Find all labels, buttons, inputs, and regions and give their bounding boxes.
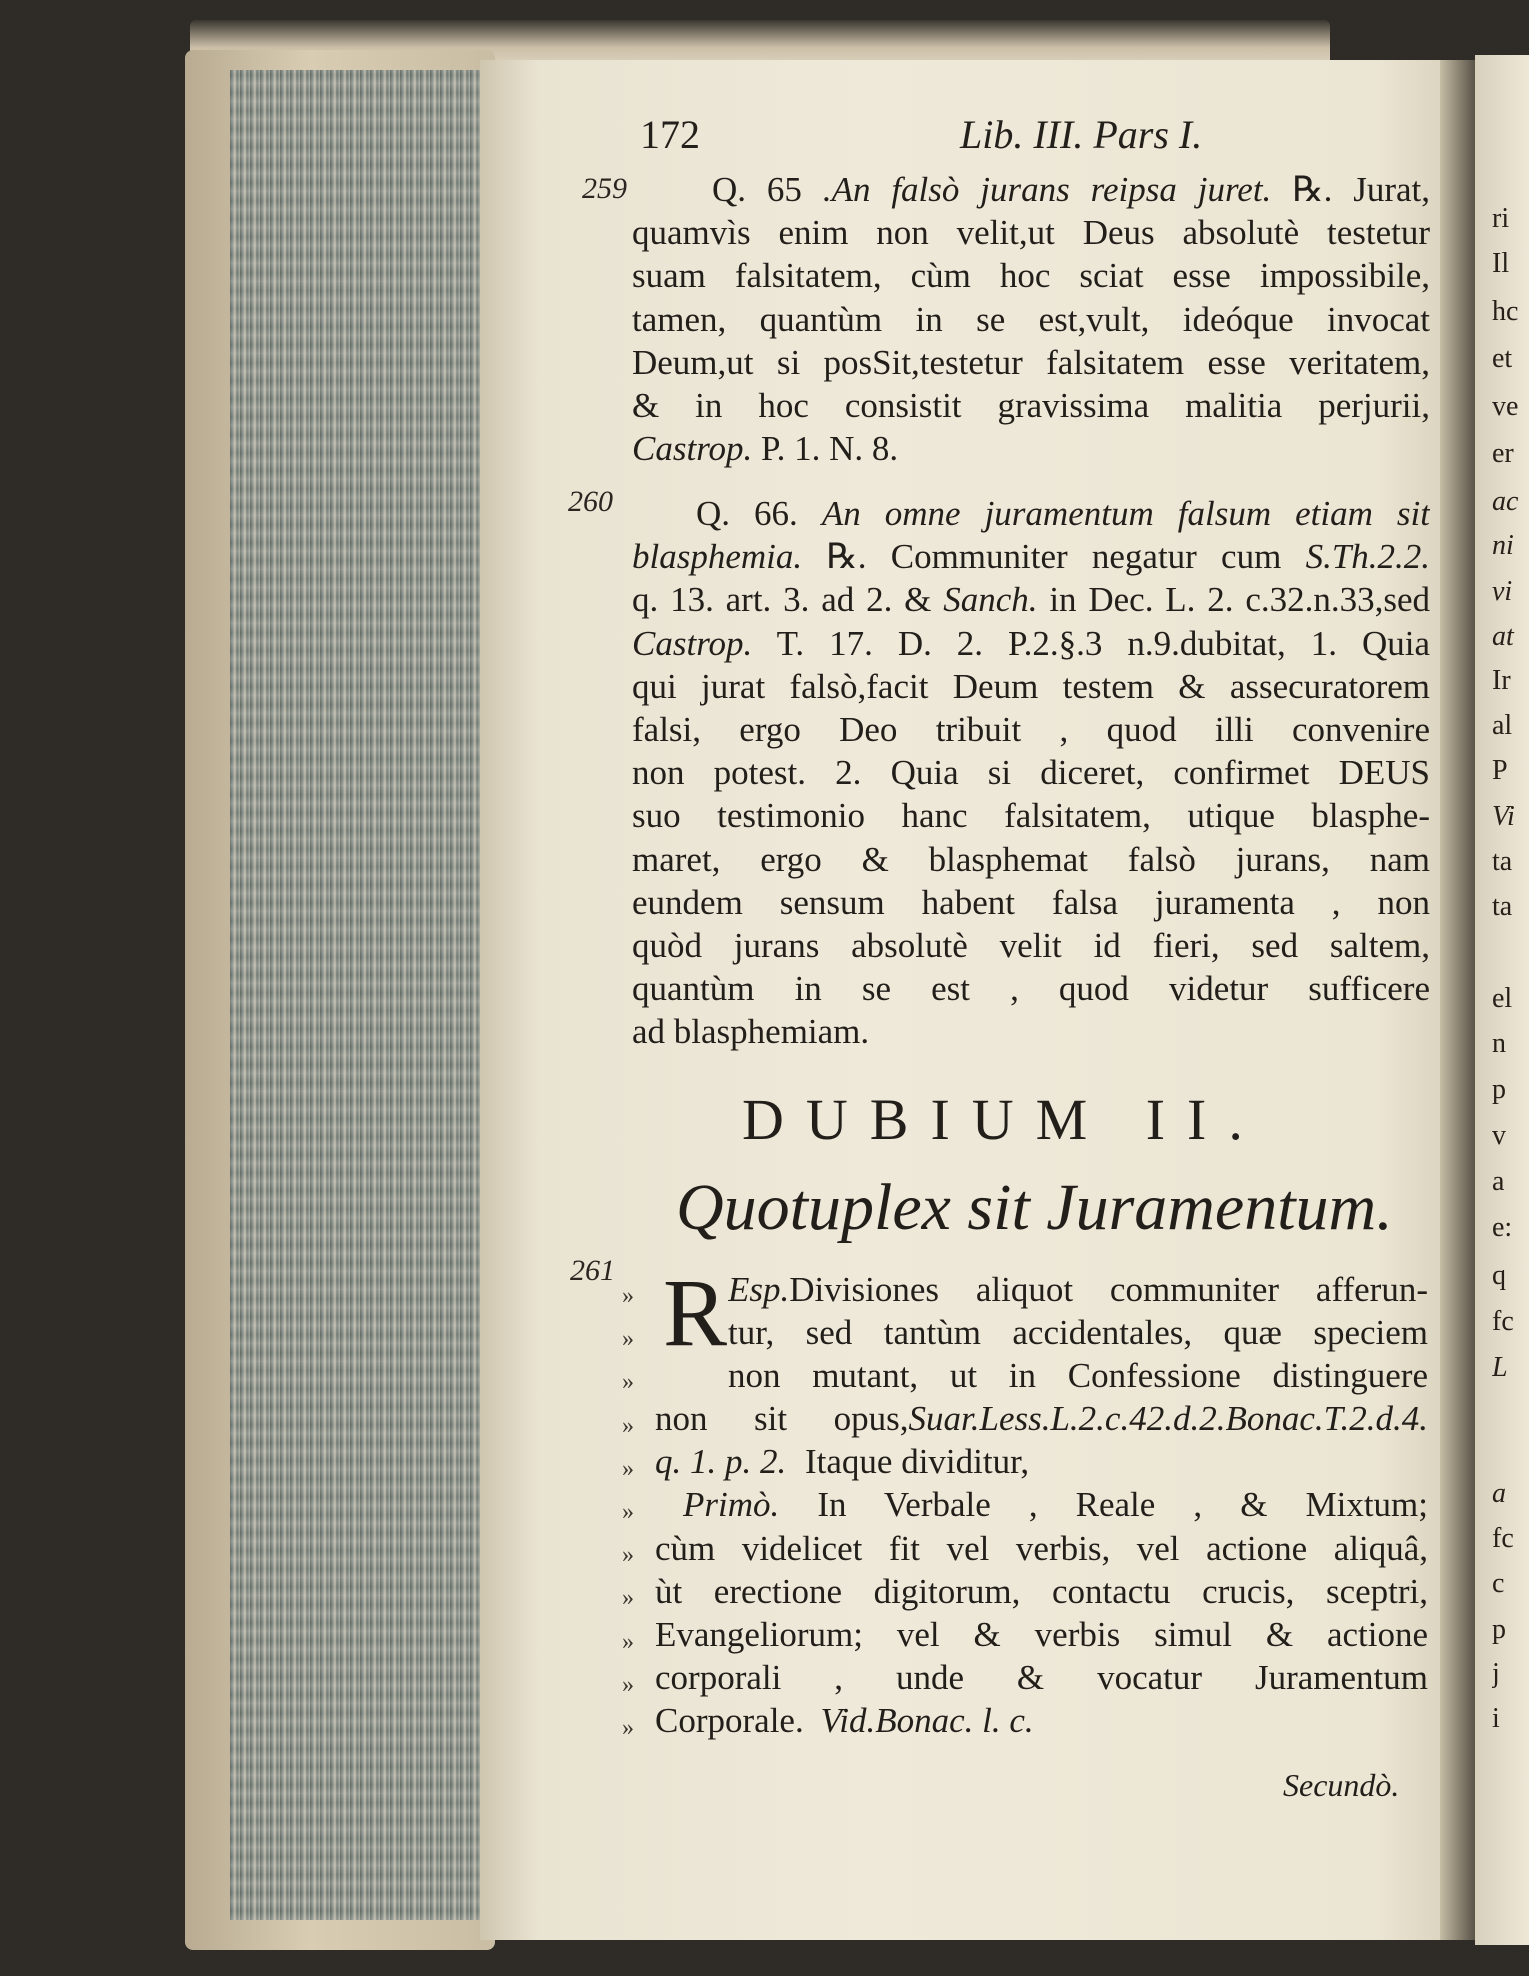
quote-marks-column xyxy=(622,1275,652,1750)
section-heading: DUBIUM II. xyxy=(742,1087,1265,1152)
section-subtitle: Quotuplex sit Juramentum. xyxy=(676,1171,1393,1244)
facing-fragment: c xyxy=(1492,1570,1505,1598)
quote-mark: » xyxy=(622,1585,634,1612)
facing-fragment: ta xyxy=(1492,893,1513,921)
quote-mark: » xyxy=(622,1326,634,1353)
text-line: falsi, ergo Deo tribuit , quod illi convenire xyxy=(632,709,1430,749)
quote-mark: » xyxy=(622,1369,634,1396)
text-line: non sit opus,Suar.Less.L.2.c.42.d.2.Bonac.T.2.d.4. xyxy=(655,1399,1428,1438)
text-line: non potest. 2. Quia si diceret, confirmet DEUS xyxy=(632,753,1430,793)
quote-mark: » xyxy=(622,1499,634,1526)
margin-number-259: 259 xyxy=(582,172,627,205)
facing-fragment: hc xyxy=(1492,298,1519,326)
gutter-shadow xyxy=(1440,60,1480,1940)
text-line: Primò. In Verbale , Reale , & Mixtum; xyxy=(683,1485,1428,1525)
facing-fragment: et xyxy=(1492,345,1513,373)
text-line: q. 1. p. 2. Itaque dividitur, xyxy=(655,1442,1030,1482)
quote-mark: » xyxy=(622,1671,634,1698)
facing-fragment: ve xyxy=(1492,393,1519,421)
facing-fragment: Ir xyxy=(1492,667,1511,695)
facing-fragment: fc xyxy=(1492,1525,1514,1553)
quote-mark: » xyxy=(622,1412,634,1439)
quote-mark: » xyxy=(622,1542,634,1569)
text-line: cùm videlicet fit vel verbis, vel actione aliquâ, xyxy=(655,1528,1428,1568)
text-line: Deum,ut si posSit,testetur falsitatem esse veritatem, xyxy=(632,342,1430,382)
text-line: non mutant, ut in Confessione distinguere xyxy=(728,1356,1428,1395)
facing-fragment: p xyxy=(1492,1076,1506,1104)
text-line: & in hoc consistit gravissima malitia perjurii, xyxy=(632,385,1430,425)
text-line: qui jurat falsò,facit Deum testem & assecuratorem xyxy=(632,666,1430,706)
facing-fragment: v xyxy=(1492,1122,1506,1150)
facing-fragment: er xyxy=(1492,440,1514,468)
text-line: Q. 65 .An falsò jurans reipsa juret. ℞. Jurat, xyxy=(712,170,1430,209)
facing-fragment: at xyxy=(1492,623,1514,651)
running-head: Lib. III. Pars I. xyxy=(960,112,1203,157)
text-line: tur, sed tantùm accidentales, quæ speciem xyxy=(728,1313,1428,1353)
facing-fragment: ac xyxy=(1492,488,1519,516)
paragraph-resp-body xyxy=(655,1397,1428,1743)
facing-fragment: a xyxy=(1492,1168,1505,1196)
text-line: q. 13. art. 3. ad 2. & Sanch. in Dec. L. 2. c.32.n.33,sed xyxy=(632,580,1430,620)
margin-number-260: 260 xyxy=(568,485,613,518)
text-line: quantùm in se est , quod videtur sufficere xyxy=(632,969,1430,1009)
facing-fragment: q xyxy=(1492,1262,1506,1290)
page-edges xyxy=(230,70,490,1920)
facing-fragment: P xyxy=(1492,757,1508,785)
facing-fragment: Vi xyxy=(1492,803,1515,831)
text-line: suo testimonio hanc falsitatem, utique blasphe- xyxy=(632,796,1430,836)
margin-number-261: 261 xyxy=(570,1254,615,1287)
text-line: tamen, quantùm in se est,vult, ideóque invocat xyxy=(632,299,1430,339)
text-line: quòd jurans absolutè velit id fieri, sed saltem, xyxy=(632,925,1430,965)
text-line: Castrop. P. 1. N. 8. xyxy=(632,429,899,469)
page-number: 172 xyxy=(640,112,700,157)
quote-mark: » xyxy=(622,1715,634,1742)
facing-fragment: Il xyxy=(1492,250,1510,278)
quote-mark: » xyxy=(622,1455,634,1482)
text-line: eundem sensum habent falsa juramenta , non xyxy=(632,882,1430,922)
text-line: Castrop. T. 17. D. 2. P.2.§.3 n.9.dubitat, 1. Quia xyxy=(632,623,1430,663)
text-line: ùt erectione digitorum, contactu crucis, sceptri, xyxy=(655,1571,1428,1611)
facing-fragment: e: xyxy=(1492,1214,1513,1242)
facing-fragment: p xyxy=(1492,1616,1506,1644)
catchword: Secundò. xyxy=(1283,1767,1400,1803)
drop-cap: R xyxy=(663,1259,728,1366)
facing-fragment: el xyxy=(1492,985,1513,1013)
text-line: quamvìs enim non velit,ut Deus absolutè testetur xyxy=(632,213,1430,253)
text-line: Q. 66. An omne juramentum falsum etiam sit xyxy=(696,494,1430,533)
paragraph-q66 xyxy=(632,492,1430,1053)
facing-fragment: fc xyxy=(1492,1308,1514,1336)
text-line: corporali , unde & vocatur Juramentum xyxy=(655,1658,1428,1698)
facing-fragment: n xyxy=(1492,1030,1506,1058)
paragraph-q65 xyxy=(632,168,1430,470)
facing-fragment: j xyxy=(1492,1660,1500,1688)
paragraph-resp-line3 xyxy=(728,1354,1428,1397)
text-line: Evangeliorum; vel & verbis simul & actione xyxy=(655,1614,1428,1654)
facing-fragment: L xyxy=(1492,1354,1508,1382)
facing-fragment: i xyxy=(1492,1705,1500,1733)
facing-fragment: vi xyxy=(1492,578,1513,606)
facing-fragment: ni xyxy=(1492,532,1514,560)
text-line: ad blasphemiam. xyxy=(632,1012,870,1052)
text-line: suam falsitatem, cùm hoc sciat esse impossibile, xyxy=(632,256,1430,296)
quote-mark: » xyxy=(622,1283,634,1309)
facing-fragment: al xyxy=(1492,712,1513,740)
facing-fragment: ta xyxy=(1492,848,1513,876)
text-line: Corporale. Vid.Bonac. l. c. xyxy=(655,1701,1034,1741)
facing-fragment: a xyxy=(1492,1480,1506,1508)
text-line: maret, ergo & blasphemat falsò jurans, nam xyxy=(632,839,1430,879)
facing-fragment: ri xyxy=(1492,205,1510,233)
text-line: Esp.Divisiones aliquot communiter afferun- xyxy=(728,1270,1428,1309)
paragraph-resp-top xyxy=(728,1268,1428,1354)
quote-mark: » xyxy=(622,1628,634,1655)
text-line: blasphemia. ℞. Communiter negatur cum S.Th.2.2. xyxy=(632,537,1430,577)
